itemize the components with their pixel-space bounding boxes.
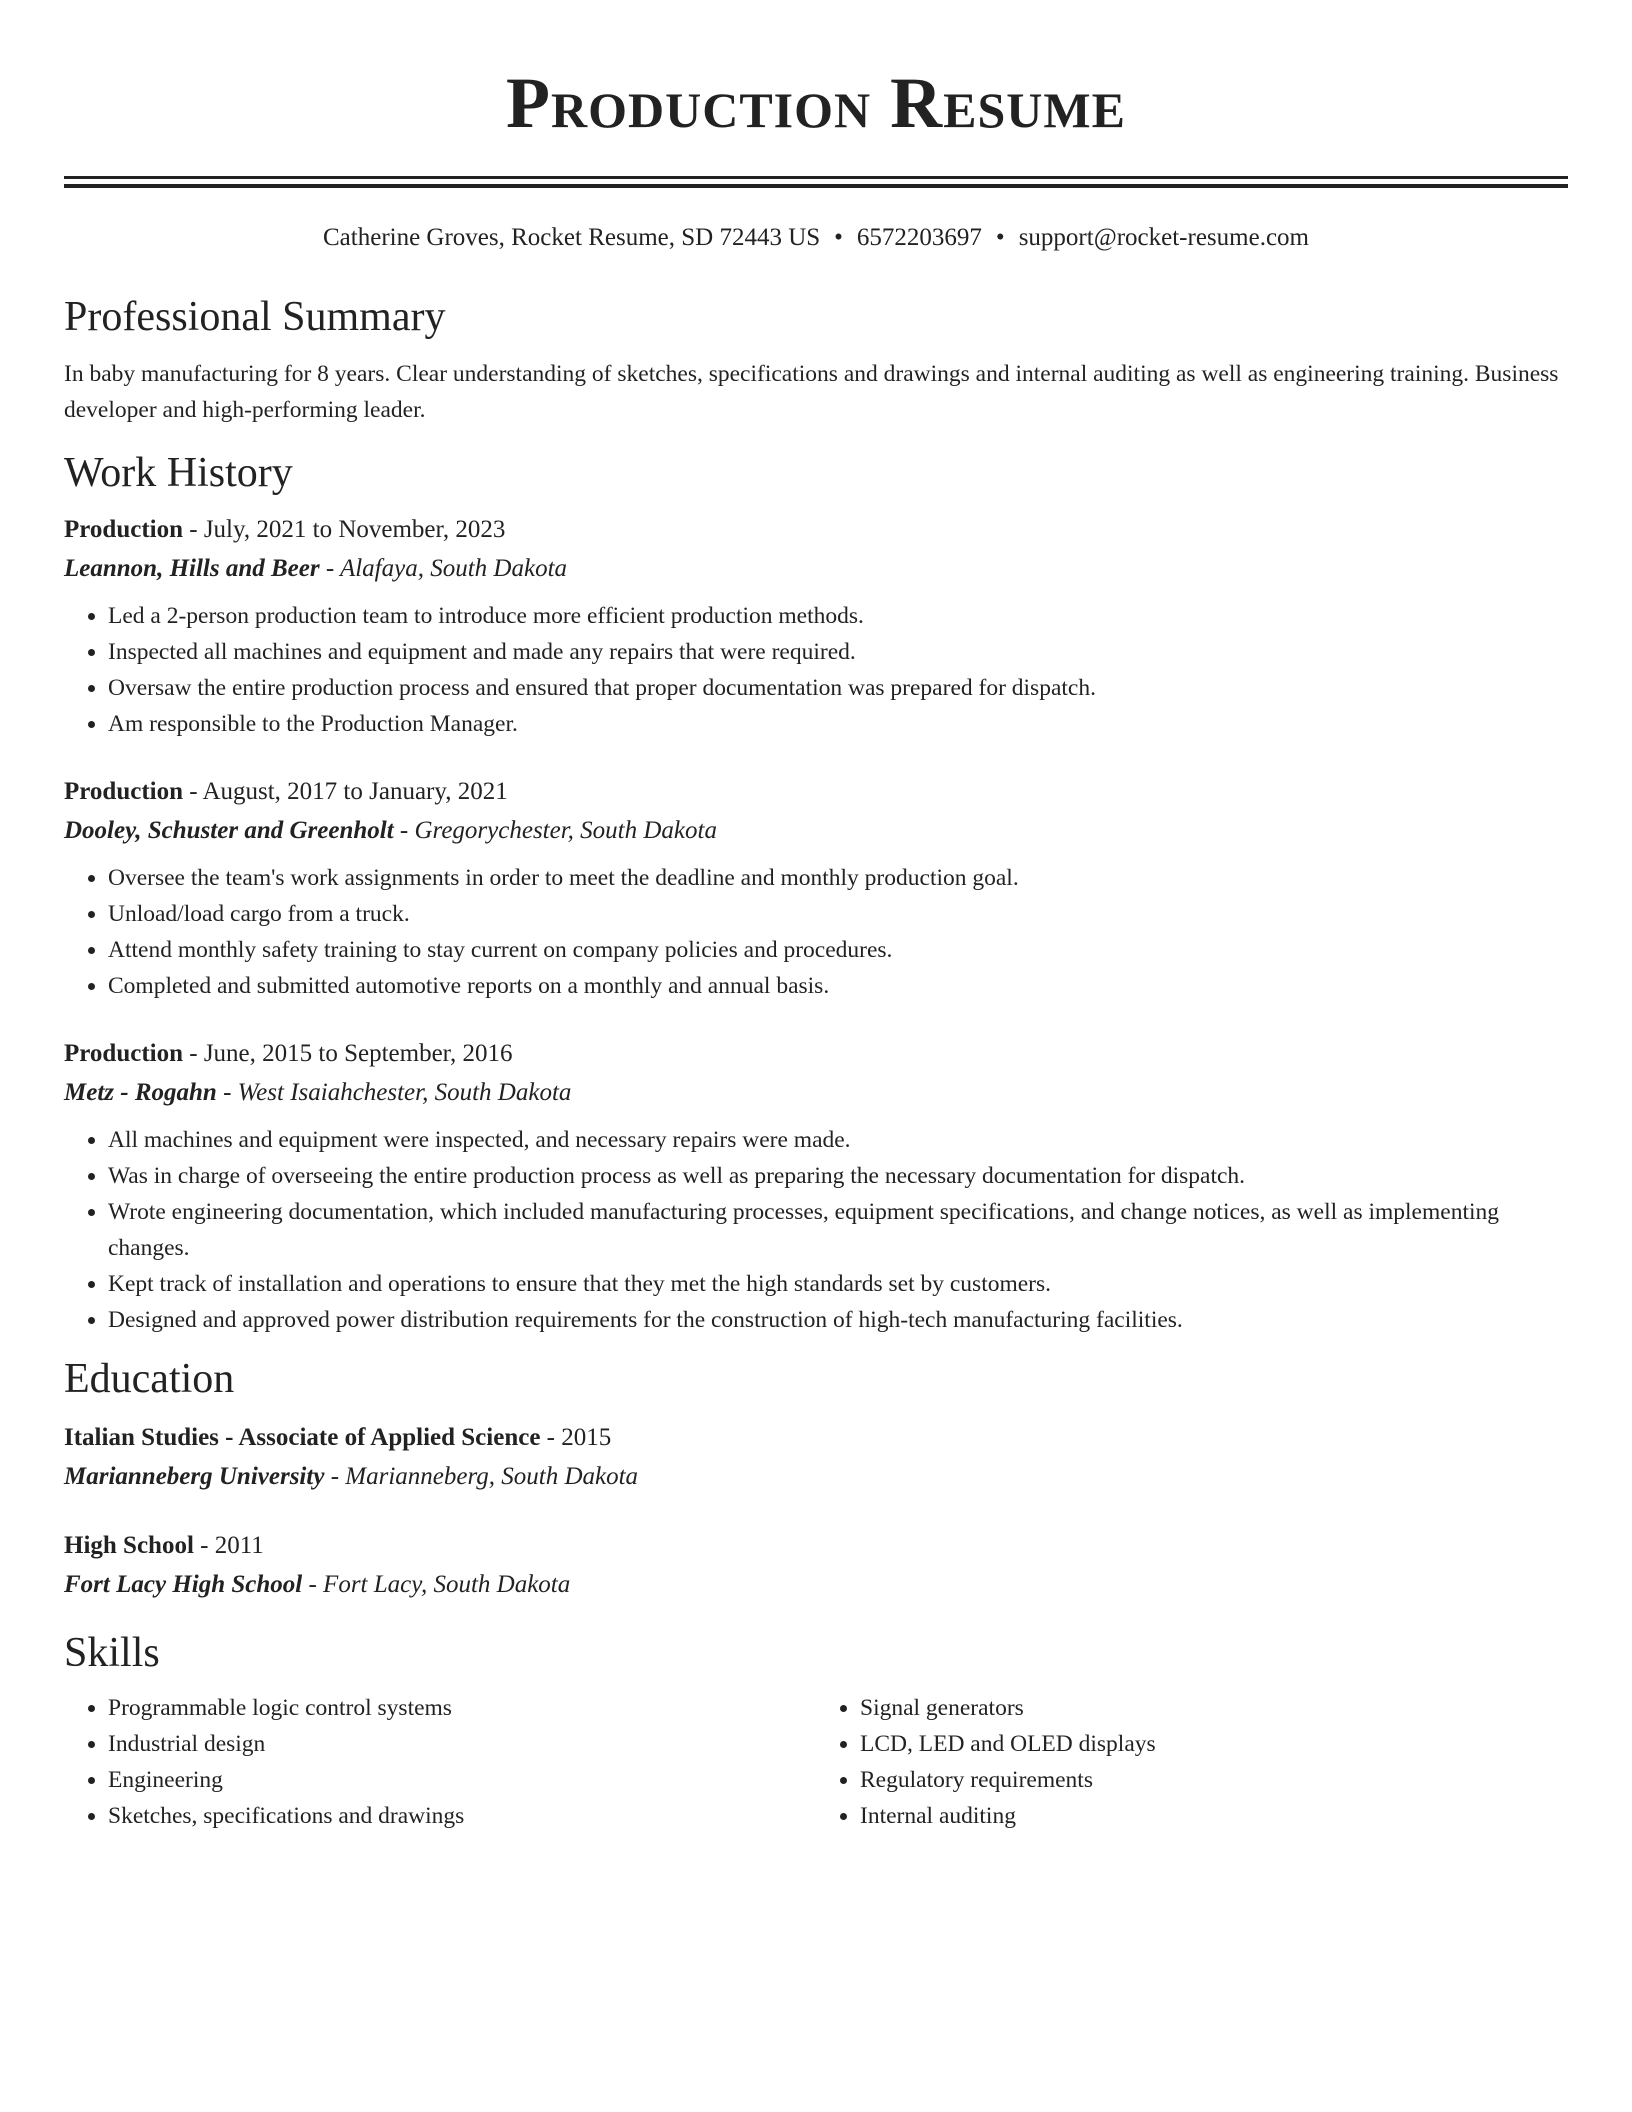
job-dates: - August, 2017 to January, 2021 (183, 778, 508, 805)
job-title-line (64, 772, 1568, 811)
job-company: Leannon, Hills and Beer (64, 555, 320, 582)
job-location: - Gregorychester, South Dakota (393, 817, 717, 844)
summary-section (64, 292, 1568, 428)
job-bullet: • Completed and submitted automotive reports on a monthly and annual basis. (108, 968, 1568, 1004)
education-school-line (64, 1565, 1568, 1604)
contact-line (64, 222, 1568, 254)
job-bullets (64, 1122, 1568, 1338)
education-school: Marianneberg University (64, 1463, 325, 1490)
contact-separator: • (834, 224, 843, 251)
skills-list-left (64, 1690, 816, 1834)
education-school-line (64, 1457, 1568, 1496)
education-location: - Fort Lacy, South Dakota (302, 1571, 571, 1598)
job-company: Dooley, Schuster and Greenholt (64, 817, 394, 844)
page-title: Production Resume (506, 63, 1126, 143)
work-history-section (64, 448, 1568, 1338)
skills-columns (64, 1690, 1568, 1834)
education-year: - 2015 (540, 1424, 612, 1451)
job-entry (64, 1034, 1568, 1338)
skill-item: • LCD, LED and OLED displays (860, 1726, 1568, 1762)
contact-email: support@rocket-resume.com (1018, 224, 1309, 251)
job-location: - Alafaya, South Dakota (319, 555, 568, 582)
title-divider-bottom (64, 184, 1568, 188)
job-bullets (64, 860, 1568, 1004)
contact-address: Catherine Groves, Rocket Resume, SD 72443 US (323, 224, 821, 251)
education-degree: High School (64, 1532, 194, 1559)
skill-item: • Industrial design (108, 1726, 816, 1762)
work-history-heading: Work History (64, 450, 293, 496)
job-bullet: • Oversaw the entire production process and ensured that proper documentation was prepared for dispatch. (108, 670, 1568, 706)
job-title: Production (64, 1040, 183, 1067)
summary-heading: Professional Summary (64, 294, 446, 340)
skill-item: • Internal auditing (860, 1798, 1568, 1834)
job-bullet: • Led a 2-person production team to introduce more efficient production methods. (108, 598, 1568, 634)
education-school: Fort Lacy High School (64, 1571, 303, 1598)
job-title: Production (64, 778, 183, 805)
job-title-line (64, 1034, 1568, 1073)
skills-section (64, 1628, 1568, 1834)
education-year: - 2011 (193, 1532, 264, 1559)
skills-list-right (816, 1690, 1568, 1834)
education-location: - Marianneberg, South Dakota (324, 1463, 639, 1490)
job-entry (64, 510, 1568, 742)
summary-text: In baby manufacturing for 8 years. Clear understanding of sketches, specifications and drawings and internal auditing as well as engineering training. Business developer and high-performing leader. (64, 361, 1559, 423)
job-bullet: • Attend monthly safety training to stay current on company policies and procedures. (108, 932, 1568, 968)
job-bullet: • Was in charge of overseeing the entire production process as well as preparing the necessary documentation for dispatch. (108, 1158, 1568, 1194)
skill-item: • Engineering (108, 1762, 816, 1798)
skill-item: • Regulatory requirements (860, 1762, 1568, 1798)
job-bullets (64, 598, 1568, 742)
job-bullet: • Wrote engineering documentation, which included manufacturing processes, equipment specifications, and change notices, as well as implementing changes. (108, 1194, 1568, 1266)
title-divider-top (64, 176, 1568, 179)
job-location: - West Isaiahchester, South Dakota (216, 1079, 572, 1106)
job-bullet: • Inspected all machines and equipment and made any repairs that were required. (108, 634, 1568, 670)
skills-heading: Skills (64, 1630, 160, 1676)
job-bullet: • Am responsible to the Production Manager. (108, 706, 1568, 742)
job-bullet: • Kept track of installation and operations to ensure that they met the high standards set by customers. (108, 1266, 1568, 1302)
skill-item: • Signal generators (860, 1690, 1568, 1726)
job-title-line (64, 510, 1568, 549)
job-dates: - July, 2021 to November, 2023 (183, 516, 506, 543)
resume-page (64, 0, 1568, 1834)
job-bullet: • Designed and approved power distribution requirements for the construction of high-tech manufacturing facilities. (108, 1302, 1568, 1338)
job-bullet: • Oversee the team's work assignments in order to meet the deadline and monthly production goal. (108, 860, 1568, 896)
job-entry (64, 772, 1568, 1004)
job-dates: - June, 2015 to September, 2016 (183, 1040, 513, 1067)
job-bullet: • Unload/load cargo from a truck. (108, 896, 1568, 932)
education-entry (64, 1526, 1568, 1604)
job-company: Metz - Rogahn (64, 1079, 217, 1106)
job-company-line (64, 811, 1568, 850)
contact-phone: 6572203697 (856, 224, 982, 251)
job-company-line (64, 1073, 1568, 1112)
skill-item: • Programmable logic control systems (108, 1690, 816, 1726)
skill-item: • Sketches, specifications and drawings (108, 1798, 816, 1834)
education-degree: Italian Studies - Associate of Applied Science (64, 1424, 541, 1451)
education-degree-line (64, 1418, 1568, 1457)
education-section (64, 1354, 1568, 1604)
education-entry (64, 1418, 1568, 1496)
education-heading: Education (64, 1356, 235, 1402)
education-degree-line (64, 1526, 1568, 1565)
job-bullet: • All machines and equipment were inspected, and necessary repairs were made. (108, 1122, 1568, 1158)
job-title: Production (64, 516, 183, 543)
contact-separator: • (995, 224, 1005, 251)
job-company-line (64, 549, 1568, 588)
